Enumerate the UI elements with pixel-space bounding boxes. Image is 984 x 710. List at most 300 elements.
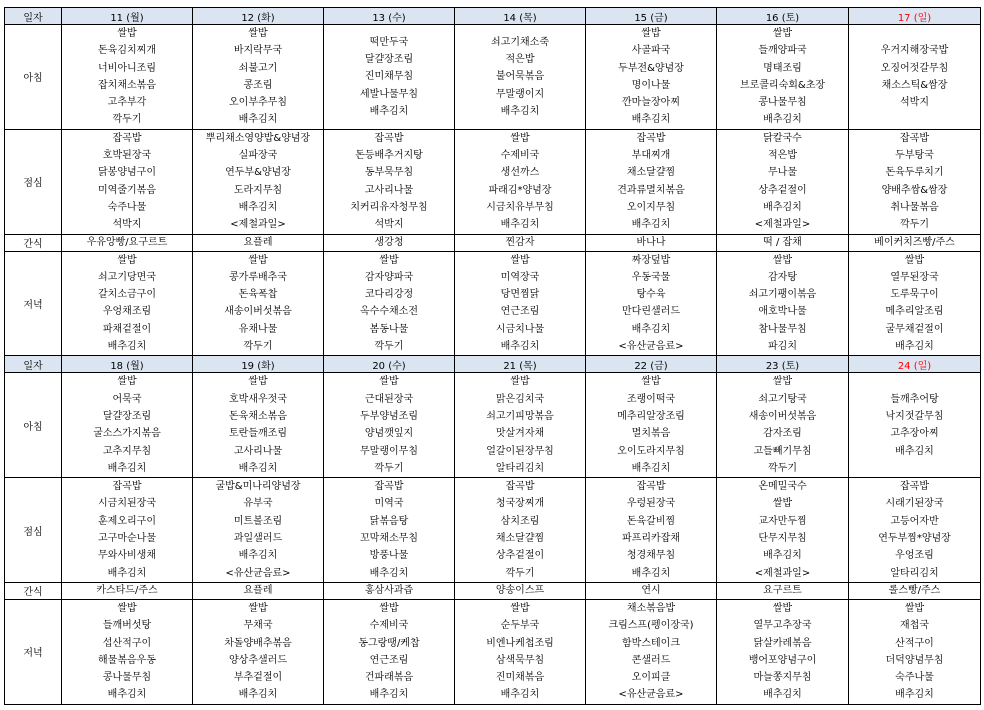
menu-item: 애호박나물 <box>758 306 807 318</box>
menu-cell <box>455 599 586 704</box>
menu-item: 배추김치 <box>500 689 540 701</box>
menu-item: 돈육갈비찜 <box>626 515 676 527</box>
menu-item: 수제비국 <box>369 620 409 632</box>
menu-item: 배추김치 <box>895 689 934 701</box>
menu-cell <box>717 234 849 251</box>
menu-item: 숙주나물 <box>107 201 147 213</box>
menu-cell <box>717 582 849 599</box>
meal-label: 간식 <box>5 234 62 251</box>
menu-cell <box>324 582 455 599</box>
menu-item: 건파래볶음 <box>364 672 414 684</box>
menu-item: 배추김치 <box>238 550 278 562</box>
menu-item: 쌀밥 <box>772 376 793 388</box>
menu-item: 우유앙빵/요구르트 <box>86 236 168 248</box>
menu-item: 배추김치 <box>631 323 671 335</box>
menu-item: 쌀밥 <box>641 376 661 388</box>
menu-cell <box>324 251 455 356</box>
menu-item: 호박새우젓국 <box>229 393 287 405</box>
menu-item: 깐마늘장아찌 <box>622 97 680 109</box>
menu-item: 쌀밥 <box>117 376 137 388</box>
menu-item: 무와사비생채 <box>98 550 156 562</box>
menu-item: 삼치조림 <box>500 515 540 527</box>
menu-item: 메추리알조림 <box>885 306 944 318</box>
menu-cell <box>849 251 981 356</box>
menu-cell <box>62 373 193 478</box>
menu-item: 상추겉절이 <box>758 184 807 196</box>
menu-cell <box>324 373 455 478</box>
menu-cell <box>586 129 717 234</box>
menu-item: 바지락무국 <box>233 45 283 57</box>
menu-item: 오이부추무침 <box>229 97 287 109</box>
menu-item: 쌀밥 <box>772 254 793 266</box>
menu-item: 고등어자반 <box>890 515 939 527</box>
menu-item: 적은밥 <box>505 53 535 65</box>
menu-item: 쌀밥 <box>248 602 268 614</box>
menu-item: 알타리김치 <box>495 462 545 474</box>
menu-item: 롤스빵/주스 <box>888 584 941 596</box>
menu-item: 섭산적구이 <box>102 637 152 649</box>
menu-item: 유채나물 <box>238 323 278 335</box>
menu-item: 양상추샐러드 <box>229 654 287 666</box>
menu-item: 오징어젓갈무침 <box>880 62 949 74</box>
menu-cell <box>62 478 193 583</box>
menu-item: 배추김치 <box>107 567 147 579</box>
menu-item: 쌀밥 <box>379 254 399 266</box>
menu-cell <box>324 234 455 251</box>
menu-item: 배추김치 <box>107 462 147 474</box>
menu-item: 얼갈이된장무침 <box>486 445 554 457</box>
menu-item: 배추김치 <box>238 201 278 213</box>
menu-item: 배추김치 <box>763 114 802 126</box>
menu-cell <box>193 599 324 704</box>
menu-cell <box>455 251 586 356</box>
menu-item: 오이지무침 <box>626 201 676 213</box>
menu-cell <box>455 129 586 234</box>
meal-label: 아침 <box>5 373 62 478</box>
menu-item: 쌀밥 <box>510 376 530 388</box>
day-header-cell: 23 (토) <box>717 356 849 373</box>
menu-item: 달걀장조림 <box>364 53 414 65</box>
menu-item: 사골파국 <box>631 45 671 57</box>
menu-item: 생선까스 <box>500 167 540 179</box>
menu-item: 쌀밥 <box>510 602 530 614</box>
menu-item: 청국장찌개 <box>495 498 545 510</box>
meal-label: 간식 <box>5 582 62 599</box>
menu-item: 쌀밥 <box>772 28 793 39</box>
menu-item: 쌀밥 <box>772 602 793 614</box>
menu-item: 떡 / 잡채 <box>763 236 802 248</box>
menu-item: 깍두기 <box>374 462 404 474</box>
menu-item: 유부국 <box>243 498 273 510</box>
menu-item: 연근조림 <box>369 654 409 666</box>
menu-item: 콩나물무침 <box>758 97 807 109</box>
menu-cell <box>62 251 193 356</box>
menu-item: 잡곡밥 <box>900 481 929 493</box>
menu-cell <box>586 25 717 130</box>
meal-label: 점심 <box>5 129 62 234</box>
meal-row <box>5 25 981 130</box>
menu-item: 고사리나물 <box>233 445 283 457</box>
menu-item: 명태조림 <box>763 62 802 74</box>
menu-item: 미트볼조림 <box>233 515 283 527</box>
menu-item: 콩가루배추국 <box>229 271 287 283</box>
menu-item: 청경채무침 <box>626 550 676 562</box>
meal-row <box>5 251 981 356</box>
menu-item: 브로콜리숙회&초장 <box>739 79 826 91</box>
menu-item: 미역국 <box>374 498 404 510</box>
menu-cell <box>193 251 324 356</box>
menu-item: 쌀밥 <box>772 498 793 510</box>
menu-item: 배추김치 <box>763 201 802 213</box>
menu-item: 채소볶음밥 <box>626 602 676 614</box>
date-label-cell: 일자 <box>5 8 62 25</box>
menu-item: 배추김치 <box>238 114 278 126</box>
menu-item: 두부전&양념장 <box>618 62 684 74</box>
menu-item: 들깨추어탕 <box>890 393 939 405</box>
menu-item: 세발나물무침 <box>360 88 418 100</box>
menu-item: 석박지 <box>900 97 929 109</box>
menu-item: 깍두기 <box>243 341 273 353</box>
menu-cell <box>62 25 193 130</box>
menu-item: 쌀밥 <box>117 254 137 266</box>
menu-item: 재첩국 <box>900 620 929 632</box>
menu-item: 우엉조림 <box>895 550 934 562</box>
menu-item: 파프리카잡채 <box>622 533 680 545</box>
menu-cell <box>193 234 324 251</box>
menu-item: 배추김치 <box>369 689 409 701</box>
menu-item: 배추김치 <box>763 550 802 562</box>
menu-item: 산적구이 <box>895 637 934 649</box>
menu-item: 양배추쌈&쌈장 <box>881 184 948 196</box>
menu-cell <box>62 582 193 599</box>
menu-item: 깍두기 <box>505 567 535 579</box>
menu-item: 고들빼기무침 <box>753 445 812 457</box>
menu-item: 토란들깨조림 <box>229 428 287 440</box>
menu-item: 파래김*양념장 <box>488 184 552 196</box>
menu-item: 과일샐러드 <box>233 533 283 545</box>
menu-item: 맑은김치국 <box>495 393 545 405</box>
menu-item: 쇠고기당면국 <box>98 271 156 283</box>
menu-cell <box>324 478 455 583</box>
menu-item: 상추겉절이 <box>495 550 545 562</box>
menu-item: 배추김치 <box>895 445 934 457</box>
menu-item: 멸치볶음 <box>631 428 671 440</box>
menu-item: 열무된장국 <box>890 271 939 283</box>
menu-item: 굴무채겉절이 <box>885 323 944 335</box>
menu-item: 배추김치 <box>763 689 802 701</box>
menu-item: 갈치소금구이 <box>98 289 156 301</box>
menu-item: 쌀밥 <box>510 132 530 144</box>
menu-cell <box>849 373 981 478</box>
menu-item: 쌀밥 <box>248 254 268 266</box>
menu-item: 배추김치 <box>631 219 671 231</box>
menu-item: 양념깻잎지 <box>364 428 414 440</box>
menu-item: 마늘쫑지무침 <box>753 672 812 684</box>
menu-item: 부대찌개 <box>631 150 671 162</box>
menu-item: 요구르트 <box>763 584 802 596</box>
menu-item: 명이나물 <box>631 79 671 91</box>
menu-item: 배추김치 <box>895 341 934 353</box>
menu-item: 배추김치 <box>500 341 540 353</box>
menu-item: 잡곡밥 <box>505 481 535 493</box>
menu-item: 배추김치 <box>369 567 409 579</box>
menu-cell <box>717 251 849 356</box>
menu-item: 들깨양파국 <box>758 45 807 57</box>
menu-item: 삼색묵무침 <box>495 654 545 666</box>
day-header-cell: 24 (일) <box>849 356 981 373</box>
menu-item: 탕수육 <box>636 289 666 301</box>
week-header-row <box>5 8 981 25</box>
meal-schedule-table <box>4 7 981 705</box>
menu-cell <box>62 599 193 704</box>
menu-item: 돈육폭찹 <box>238 289 278 301</box>
menu-cell <box>62 234 193 251</box>
menu-cell <box>62 129 193 234</box>
menu-item: 부추겉절이 <box>233 672 283 684</box>
menu-item: 석박지 <box>112 219 142 231</box>
menu-cell <box>849 599 981 704</box>
menu-item: 잡곡밥 <box>900 132 929 144</box>
menu-item: <유산균음료> <box>618 689 684 701</box>
meal-label: 점심 <box>5 478 62 583</box>
menu-cell <box>849 25 981 130</box>
menu-item: 참나물무침 <box>758 323 807 335</box>
meal-label: 저녁 <box>5 251 62 356</box>
meal-row <box>5 478 981 583</box>
menu-item: 근대된장국 <box>364 393 414 405</box>
menu-item: 배추김치 <box>500 219 540 231</box>
menu-cell <box>193 129 324 234</box>
menu-item: 닭칼국수 <box>763 132 802 144</box>
menu-item: 배추김치 <box>107 341 147 353</box>
menu-cell <box>455 373 586 478</box>
menu-cell <box>586 234 717 251</box>
menu-item: 쌀밥 <box>904 254 925 266</box>
menu-item: 단무지무침 <box>758 533 807 545</box>
day-header-cell: 12 (화) <box>193 8 324 25</box>
menu-cell <box>849 582 981 599</box>
menu-item: 쌀밥 <box>248 376 268 388</box>
menu-item: 파채겉절이 <box>102 323 152 335</box>
menu-item: 조랭이떡국 <box>626 393 676 405</box>
menu-cell <box>324 599 455 704</box>
menu-item: 콩나물무침 <box>102 672 152 684</box>
menu-item: 굴밥&미나리양념장 <box>215 481 301 493</box>
menu-item: 깍두기 <box>900 219 929 231</box>
menu-item: 들깨버섯탕 <box>102 620 152 632</box>
menu-item: 연두부&양념장 <box>225 167 291 179</box>
menu-cell <box>455 234 586 251</box>
meal-row <box>5 582 981 599</box>
menu-item: 불어묵볶음 <box>495 71 545 83</box>
day-header-cell: 13 (수) <box>324 8 455 25</box>
menu-item: 쌀밥 <box>510 254 530 266</box>
menu-cell <box>717 478 849 583</box>
menu-item: 채소달걀찜 <box>626 167 676 179</box>
menu-cell <box>586 251 717 356</box>
day-header-cell: 20 (수) <box>324 356 455 373</box>
menu-item: 두부양념조림 <box>360 410 418 422</box>
day-header-cell: 19 (화) <box>193 356 324 373</box>
menu-cell <box>586 582 717 599</box>
menu-item: 닭살카레볶음 <box>753 637 812 649</box>
menu-item: 코다리강정 <box>364 289 414 301</box>
menu-item: 양송이스프 <box>495 584 545 596</box>
menu-item: 해물볶음우동 <box>98 654 156 666</box>
menu-item: 쇠고기피망볶음 <box>486 410 554 422</box>
menu-item: <유산균음료> <box>618 341 684 353</box>
menu-cell <box>586 373 717 478</box>
menu-item: <제철과일> <box>754 219 811 231</box>
menu-item: 카스타드/주스 <box>96 584 158 596</box>
day-header-cell: 21 (목) <box>455 356 586 373</box>
menu-item: 바나나 <box>636 236 666 248</box>
menu-item: 무나물 <box>768 167 797 179</box>
day-header-cell: 22 (금) <box>586 356 717 373</box>
menu-item: 잡치채소볶음 <box>98 79 156 91</box>
menu-item: 쇠고기탕국 <box>758 393 807 405</box>
menu-item: 수제비국 <box>500 150 540 162</box>
menu-item: 쌀밥 <box>641 28 661 39</box>
menu-item: 배추김치 <box>369 105 409 117</box>
menu-item: 감자조림 <box>763 428 802 440</box>
menu-item: 콩조림 <box>243 79 273 91</box>
menu-item: 온메밀국수 <box>758 481 807 493</box>
menu-item: 쇠불고기 <box>238 62 278 74</box>
menu-item: 치커리유자청무침 <box>350 201 428 213</box>
menu-item: 베이커치즈빵/주스 <box>874 236 955 248</box>
menu-item: 채소달걀찜 <box>495 533 545 545</box>
menu-item: 비엔나케첩조림 <box>486 637 554 649</box>
menu-item: 쇠고기채소죽 <box>491 36 549 48</box>
menu-item: 미역장국 <box>500 271 540 283</box>
meal-label: 아침 <box>5 25 62 130</box>
menu-item: 무말랭이지 <box>495 88 545 100</box>
menu-item: 배추김치 <box>631 567 671 579</box>
menu-item: 고추장아찌 <box>890 428 939 440</box>
menu-item: 쌀밥 <box>379 602 399 614</box>
meal-label: 저녁 <box>5 599 62 704</box>
menu-item: 우거지해장국밥 <box>880 45 949 57</box>
menu-item: 잡곡밥 <box>112 481 142 493</box>
menu-item: 더덕양념무침 <box>885 654 944 666</box>
menu-item: 닭봉양념구이 <box>98 167 156 179</box>
menu-item: 감자탕 <box>768 271 797 283</box>
menu-item: 생강청 <box>374 236 404 248</box>
menu-item: 실파장국 <box>238 150 278 162</box>
menu-cell <box>455 25 586 130</box>
menu-item: 뱅어포양념구이 <box>748 654 817 666</box>
menu-item: 만다린샐러드 <box>622 306 680 318</box>
menu-item: 배추김치 <box>238 689 278 701</box>
day-header-cell: 15 (금) <box>586 8 717 25</box>
menu-item: 취나물볶음 <box>890 201 939 213</box>
day-header-cell: 16 (토) <box>717 8 849 25</box>
date-label-cell: 일자 <box>5 356 62 373</box>
menu-item: 돈육두루치기 <box>885 167 944 179</box>
menu-item: 잡곡밥 <box>374 132 404 144</box>
meal-row <box>5 234 981 251</box>
menu-cell <box>193 25 324 130</box>
menu-item: 어묵국 <box>112 393 142 405</box>
menu-item: 파김치 <box>768 341 797 353</box>
menu-cell <box>193 478 324 583</box>
menu-item: <제철과일> <box>230 219 286 231</box>
menu-item: 깍두기 <box>112 114 142 126</box>
menu-item: 우동국물 <box>631 271 671 283</box>
menu-item: 호박된장국 <box>102 150 152 162</box>
menu-item: 순두부국 <box>500 620 540 632</box>
menu-item: 고추부각 <box>107 97 147 109</box>
menu-cell <box>717 373 849 478</box>
menu-item: 깍두기 <box>374 341 404 353</box>
menu-item: 너비아니조림 <box>98 62 156 74</box>
menu-item: 콘샐러드 <box>631 654 671 666</box>
menu-item: 석박지 <box>374 219 404 231</box>
menu-item: 채소스틱&쌈장 <box>881 79 948 91</box>
menu-item: 찐감자 <box>505 236 535 248</box>
menu-item: 고사리나물 <box>364 184 414 196</box>
menu-item: 돈육채소볶음 <box>229 410 287 422</box>
menu-item: 배추김치 <box>631 114 671 126</box>
menu-cell <box>717 599 849 704</box>
menu-cell <box>717 129 849 234</box>
menu-item: 시금치유부무침 <box>486 201 554 213</box>
menu-item: 무채국 <box>243 620 273 632</box>
menu-item: 도라지무침 <box>233 184 283 196</box>
menu-item: 달걀장조림 <box>102 410 152 422</box>
menu-item: 당면찜닭 <box>500 289 540 301</box>
menu-item: 요플레 <box>243 584 273 596</box>
menu-cell <box>455 582 586 599</box>
day-header-cell: 17 (일) <box>849 8 981 25</box>
menu-item: 진미채무침 <box>364 71 414 83</box>
menu-item: 봄동나물 <box>369 323 409 335</box>
menu-item: 새송이버섯볶음 <box>224 306 292 318</box>
menu-item: 고추지무침 <box>102 445 152 457</box>
menu-item: 잡곡밥 <box>112 132 142 144</box>
day-header-cell: 14 (목) <box>455 8 586 25</box>
menu-item: 쌀밥 <box>379 376 399 388</box>
menu-item: 떡만두국 <box>369 36 409 48</box>
menu-item: 배추김치 <box>631 462 671 474</box>
menu-item: 쌀밥 <box>904 602 925 614</box>
menu-item: 오이피클 <box>631 672 671 684</box>
menu-item: 꼬막채소무침 <box>360 533 418 545</box>
menu-item: 돈등배추거지탕 <box>355 150 423 162</box>
menu-cell <box>455 478 586 583</box>
menu-item: 돈육김치찌개 <box>98 45 156 57</box>
menu-item: 연두부찜*양념장 <box>878 533 951 545</box>
menu-cell <box>849 129 981 234</box>
menu-cell <box>586 599 717 704</box>
menu-item: 알타리김치 <box>890 567 939 579</box>
menu-item: 연시 <box>641 584 661 596</box>
menu-cell <box>849 478 981 583</box>
menu-item: 옥수수채소전 <box>360 306 418 318</box>
menu-item: 잡곡밥 <box>636 132 666 144</box>
menu-item: 적은밥 <box>768 150 797 162</box>
menu-item: 감자양파국 <box>364 271 414 283</box>
day-header-cell: 11 (월) <box>62 8 193 25</box>
menu-item: 무말랭이무침 <box>360 445 418 457</box>
menu-item: <제철과일> <box>754 567 811 579</box>
menu-item: 오이도라지무침 <box>617 445 685 457</box>
menu-item: 쌀밥 <box>117 602 137 614</box>
menu-item: 열무고추장국 <box>753 620 812 632</box>
menu-item: 도루묵구이 <box>890 289 939 301</box>
menu-item: 크림스프(펭이장국) <box>608 620 694 632</box>
